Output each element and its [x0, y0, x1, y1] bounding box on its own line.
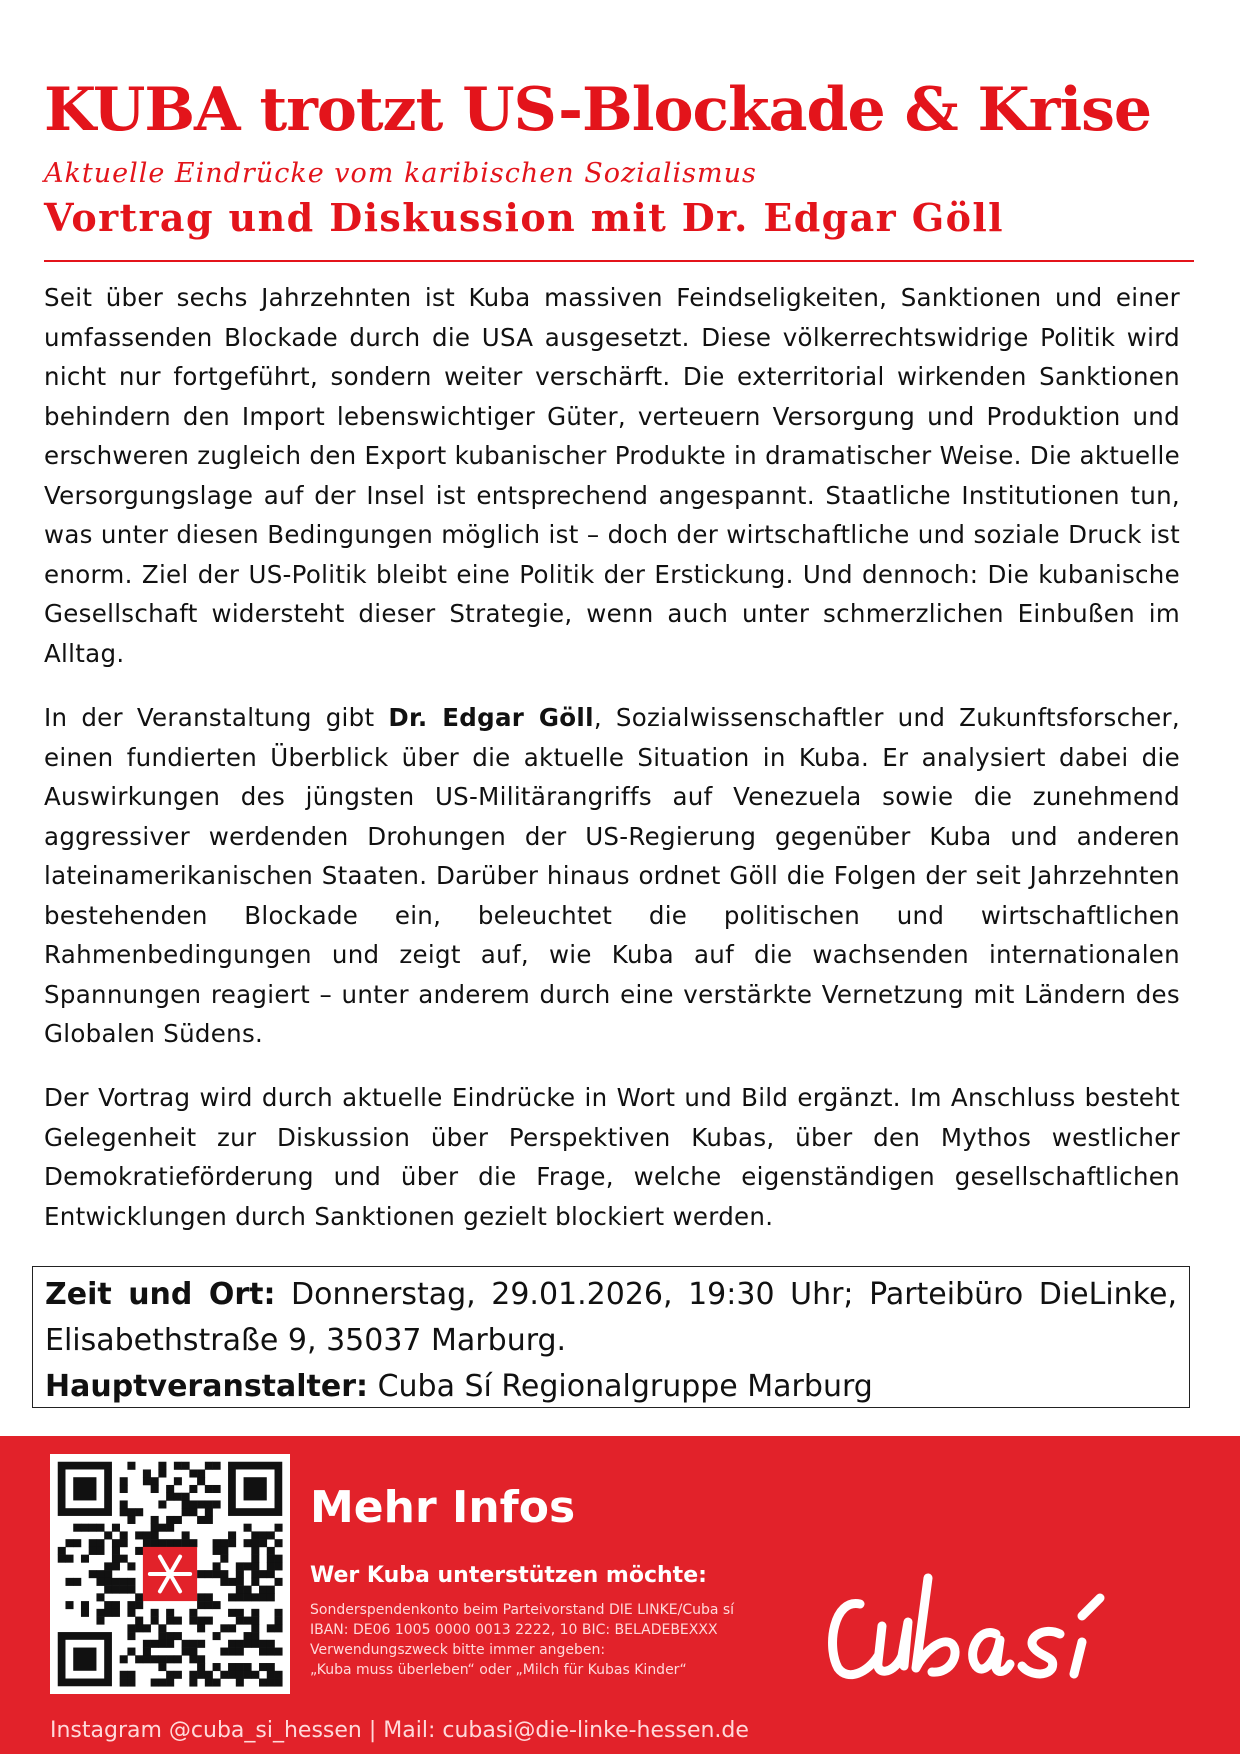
- page-title: KUBA trotzt US-Blockade & Krise: [44, 75, 1152, 145]
- paragraph-intro: Seit über sechs Jahrzehnten ist Kuba massiven Feindseligkeiten, Sanktionen und einer umfassenden Blockade durch die USA ausgesetzt. Diese völkerrechtswidrige Politik wird nicht nur fortgeführt, sondern weiter verschärft. Die exterritorial wirkenden Sanktionen behindern den Import lebenswichtiger Güter, verteuern Versorgung und Produktion und erschweren zugleich den Export kubanischer Produkte in dramatischer Weise. Die aktuelle Versorgungslage auf der Insel ist entsprechend angespannt. Staatliche Institutionen tun, was unter diesen Bedingungen möglich ist – doch der wirtschaftliche und soziale Druck ist enorm. Ziel der US-Politik bleibt eine Politik der Erstickung. Und dennoch: Die kubanische Gesellschaft widersteht dieser Strategie, wenn auch unter schmerzlichen Einbußen im Alltag.: [44, 283, 1181, 668]
- donation-line: Verwendungszweck bitte immer angeben:: [310, 1642, 606, 1658]
- header-divider: [44, 260, 1194, 262]
- donation-details: [310, 1600, 734, 1680]
- donation-line: IBAN: DE06 1005 0000 0013 2222, 10 BIC: BELADEBEXXX: [310, 1622, 718, 1638]
- footer-banner: [0, 1436, 1240, 1754]
- time-place-value: Donnerstag, 29.01.2026, 19:30 Uhr; Parteibüro DieLinke,: [275, 1277, 1177, 1312]
- speaker-line: Vortrag und Diskussion mit Dr. Edgar Göll: [44, 195, 1004, 240]
- cuba-si-logo-graphic: [820, 1556, 1150, 1696]
- time-place-label: Zeit und Ort:: [45, 1277, 276, 1312]
- contact-line[interactable]: Instagram @cuba_si_hessen | Mail: cubasi@die-linke-hessen.de: [50, 1718, 749, 1743]
- paragraph-event: [44, 698, 1180, 1054]
- time-place-line: [45, 1272, 1177, 1318]
- address-line: Elisabethstraße 9, 35037 Marburg.: [45, 1323, 567, 1358]
- support-heading: Wer Kuba unterstützen möchte:: [310, 1563, 707, 1588]
- donation-line: „Kuba muss überleben“ oder „Milch für Kubas Kinder“: [310, 1662, 687, 1678]
- page-subtitle: Aktuelle Eindrücke vom karibischen Sozialismus: [44, 158, 757, 189]
- cuba-si-logo: [820, 1556, 1150, 1696]
- paragraph-discussion: Der Vortrag wird durch aktuelle Eindrücke in Wort und Bild ergänzt. Im Anschluss besteht Gelegenheit zur Diskussion über Perspektiven Kubas, über den Mythos westlicher Demokratieförderung und über die Frage, welche eigenständigen gesellschaftlichen Entwicklungen durch Sanktionen gezielt blockiert werden.: [44, 1083, 1180, 1231]
- qr-code-icon[interactable]: [50, 1454, 290, 1694]
- speaker-name: Dr. Edgar Göll: [388, 703, 594, 732]
- paragraph-event-start: In der Veranstaltung gibt: [44, 703, 389, 732]
- organizer-value: Cuba Sí Regionalgruppe Marburg: [368, 1369, 873, 1404]
- paragraph-event-rest: , Sozialwissenschaftler und Zukunftsforscher, einen fundierten Überblick über die aktuelle Situation in Kuba. Er analysiert dabei die Auswirkungen des jüngsten US-Militärangriffs auf Venezuela sowie die zunehmend aggressiver werdenden Drohungen der US-Regierung gegenüber Kuba und anderen lateinamerikanischen Staaten. Darüber hinaus ordnet Göll die Folgen der seit Jahrzehnten bestehenden Blockade ein, beleuchtet die politischen und wirtschaftlichen Rahmenbedingungen und zeigt auf, wie Kuba auf die wachsenden internationalen Spannungen reagiert – unter anderem durch eine verstärkte Vernetzung mit Ländern des Globalen Südens.: [44, 703, 1180, 1048]
- event-info-box: [32, 1266, 1190, 1408]
- donation-line: Sonderspendenkonto beim Parteivorstand DIE LINKE/Cuba sí: [310, 1602, 735, 1618]
- organizer-line: [45, 1364, 1177, 1410]
- organizer-label: Hauptveranstalter:: [45, 1369, 369, 1404]
- more-info-heading: Mehr Infos: [310, 1482, 576, 1533]
